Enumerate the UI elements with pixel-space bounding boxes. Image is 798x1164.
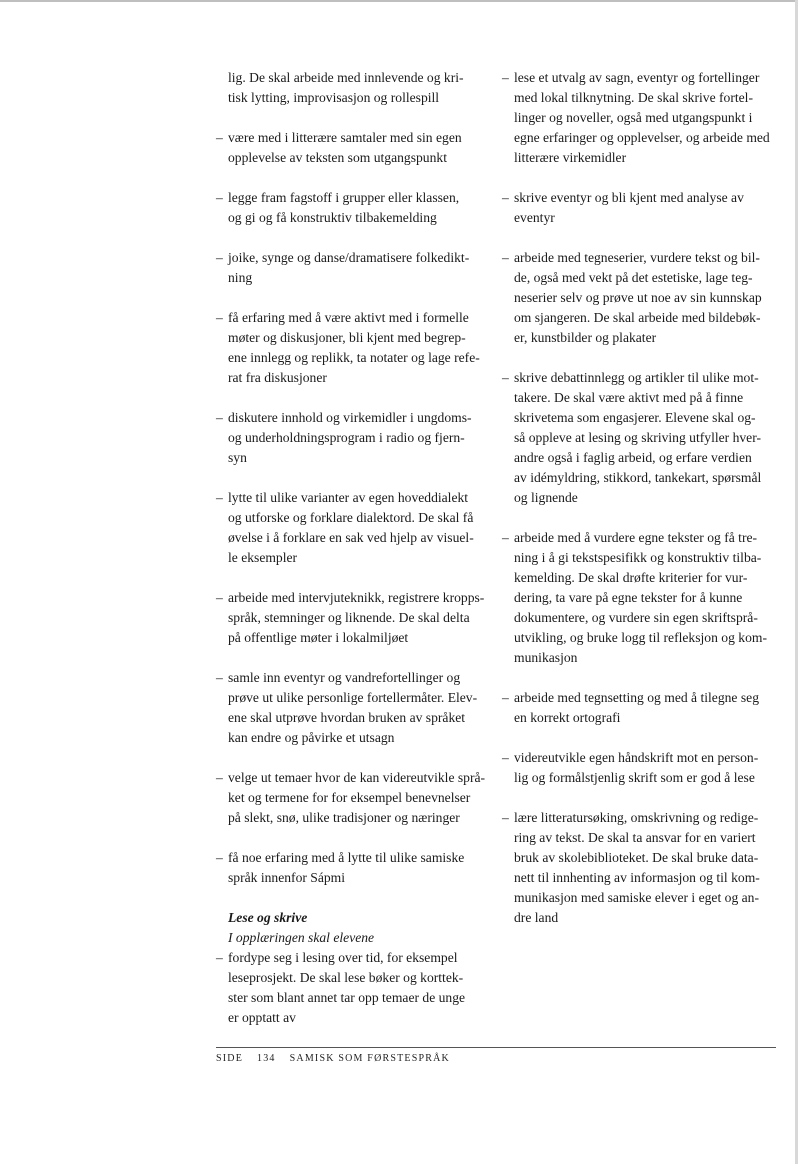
footer-side-label: SIDE bbox=[216, 1053, 244, 1064]
list-item-text: joike, synge og danse/dramatisere folkedikt- ning bbox=[228, 250, 470, 285]
list-item-text: skrive eventyr og bli kjent med analyse av eventyr bbox=[514, 190, 744, 225]
scan-edge-top bbox=[0, 0, 798, 2]
list-item bbox=[502, 528, 772, 668]
dash-bullet: – bbox=[502, 250, 509, 265]
dash-bullet: – bbox=[216, 850, 223, 865]
dash-bullet: – bbox=[216, 670, 223, 685]
list-item bbox=[502, 188, 772, 228]
section-subheading: I opplæringen skal elevene bbox=[228, 930, 375, 945]
page-footer bbox=[216, 1053, 464, 1064]
list-item bbox=[216, 308, 486, 388]
dash-bullet: – bbox=[216, 310, 223, 325]
dash-bullet: – bbox=[216, 590, 223, 605]
list-item bbox=[216, 948, 486, 1028]
list-item bbox=[216, 668, 486, 748]
list-item-text: være med i litterære samtaler med sin egen opplevelse av teksten som utgangspunkt bbox=[228, 130, 462, 165]
continuation-text: lig. De skal arbeide med innlevende og kri- tisk lytting, improvisasjon og rollespill bbox=[228, 70, 464, 105]
list-item-text: videreutvikle egen håndskrift mot en person- lig og formålstjenlig skrift som er god å lese bbox=[514, 750, 759, 785]
list-item bbox=[502, 68, 772, 168]
list-item-text: arbeide med tegnsetting og med å tilegne seg en korrekt ortografi bbox=[514, 690, 759, 725]
dash-bullet: – bbox=[216, 490, 223, 505]
list-item-text: samle inn eventyr og vandrefortellinger og prøve ut ulike personlige fortellermåter. Elev- ene skal utprøve hvordan bruken av språket kan endre og påvirke et utsagn bbox=[228, 670, 478, 745]
list-item-text: lese et utvalg av sagn, eventyr og fortellinger med lokal tilknytning. De skal skrive fortel- linger og noveller, også med utgangspunkt i egne erfaringer og opplevelser, og arbeide med litterære virkemidler bbox=[514, 70, 770, 165]
list-item-text: få noe erfaring med å lytte til ulike samiske språk innenfor Sápmi bbox=[228, 850, 465, 885]
dash-bullet: – bbox=[216, 950, 223, 965]
dash-bullet: – bbox=[216, 250, 223, 265]
list-item-text: legge fram fagstoff i grupper eller klassen, og gi og få konstruktiv tilbakemelding bbox=[228, 190, 460, 225]
list-item bbox=[216, 188, 486, 228]
list-item bbox=[216, 128, 486, 168]
list-item bbox=[502, 808, 772, 928]
footer-title: SAMISK SOM FØRSTESPRÅK bbox=[289, 1053, 450, 1064]
dash-bullet: – bbox=[216, 130, 223, 145]
page-number: 134 bbox=[257, 1053, 276, 1064]
list-item bbox=[216, 248, 486, 288]
list-item bbox=[216, 488, 486, 568]
list-item-text: fordype seg i lesing over tid, for eksempel leseprosjekt. De skal lese bøker og korttek- ster som blant annet tar opp temaer de unge er opptatt av bbox=[228, 950, 466, 1025]
list-item bbox=[502, 248, 772, 348]
list-item-text: diskutere innhold og virkemidler i ungdoms- og underholdningsprogram i radio og fjern- syn bbox=[228, 410, 472, 465]
dash-bullet: – bbox=[216, 410, 223, 425]
list-item-text: velge ut temaer hvor de kan videreutvikle språ- ket og termene for for eksempel benevnelser på slekt, snø, ulike tradisjoner og næringer bbox=[228, 770, 486, 825]
list-item-text: arbeide med intervjuteknikk, registrere kropps- språk, stemninger og liknende. De skal delta på offentlige møter i lokalmiljøet bbox=[228, 590, 485, 645]
dash-bullet: – bbox=[216, 770, 223, 785]
dash-bullet: – bbox=[502, 530, 509, 545]
list-item bbox=[216, 588, 486, 648]
list-item bbox=[502, 368, 772, 508]
list-item bbox=[216, 768, 486, 828]
dash-bullet: – bbox=[502, 750, 509, 765]
list-item bbox=[216, 408, 486, 468]
dash-bullet: – bbox=[502, 690, 509, 705]
dash-bullet: – bbox=[502, 370, 509, 385]
footer-rule bbox=[216, 1047, 776, 1048]
dash-bullet: – bbox=[216, 190, 223, 205]
dash-bullet: – bbox=[502, 190, 509, 205]
list-item bbox=[502, 748, 772, 788]
list-item-text: arbeide med tegneserier, vurdere tekst og bil- de, også med vekt på det estetiske, lage teg- neserier selv og prøve ut noe av sin kunnskap om sjangeren. De skal arbeide med bildebøk- er, kunstbilder og plakater bbox=[514, 250, 762, 345]
left-column bbox=[216, 68, 486, 1028]
list-item-text: lære litteratursøking, omskrivning og redige- ring av tekst. De skal ta ansvar for en variert bruk av skolebiblioteket. De skal bruke data- nett til innhenting av informasjon og til kom- munikasjon med samiske elever i eget og an- dre land bbox=[514, 810, 760, 925]
list-item-text: skrive debattinnlegg og artikler til ulike mot- takere. De skal være aktivt med på å finne skrivetema som engasjerer. Elevene skal og- så oppleve at lesing og skriving utfyller hver- andre også i faglig arbeid, og erfare verdien av idémyldring, stikkord, tankekart, spørsmål og lignende bbox=[514, 370, 762, 505]
section-heading: Lese og skrive bbox=[228, 910, 308, 925]
dash-bullet: – bbox=[502, 810, 509, 825]
list-item-text: arbeide med å vurdere egne tekster og få tre- ning i å gi tekstspesifikk og konstruktiv tilba- kemelding. De skal drøfte kriterier for vur- dering, ta vare på egne tekster for å kunne dokumentere, og vurdere sin egen skriftsprå- utvikling, og bruke logg til refleksjon og kom- munikasjon bbox=[514, 530, 767, 665]
list-item-text: lytte til ulike varianter av egen hoveddialekt og utforske og forklare dialektord. De skal få øvelse i å forklare en sak ved hjelp av visuel- le eksempler bbox=[228, 490, 474, 565]
list-item bbox=[502, 688, 772, 728]
dash-bullet: – bbox=[502, 70, 509, 85]
right-column bbox=[502, 68, 772, 948]
list-item bbox=[216, 848, 486, 888]
list-item-text: få erfaring med å være aktivt med i formelle møter og diskusjoner, bli kjent med begrep- ene innlegg og replikk, ta notater og lage refe- rat fra diskusjoner bbox=[228, 310, 480, 385]
